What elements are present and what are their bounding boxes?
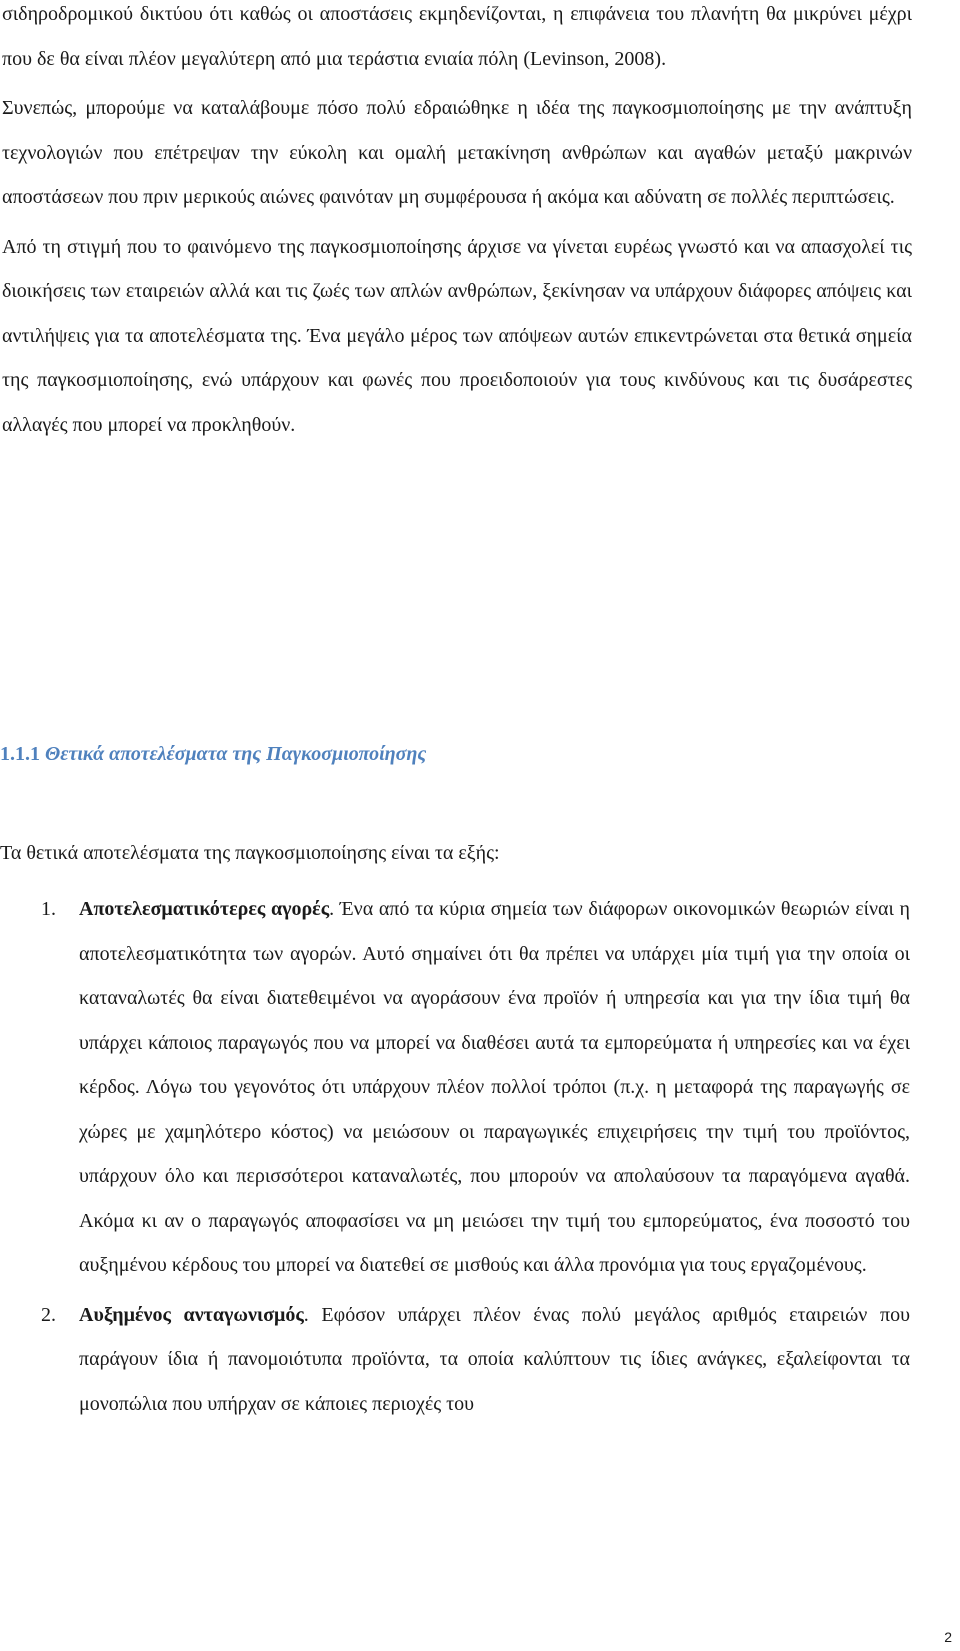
list-item-number: 1. [41, 898, 56, 920]
paragraph-2: Συνεπώς, μπορούμε να καταλάβουμε πόσο πολύ εδραιώθηκε η ιδέα της παγκοσμιοποίησης με την ανάπτυξη τεχνολογιών που επέτρεψαν την εύκολη και ομαλή μετακίνηση ανθρώπων και αγαθών μεταξύ μακρινών αποστάσεων που πριν μερικούς αιώνες φαινόταν μη συμφέρουσα ή ακόμα και αδύνατη σε πολλές περιπτώσεις. [2, 97, 912, 208]
list-item-body [79, 887, 910, 1288]
list-item-number: 2. [41, 1303, 56, 1326]
list-intro: Τα θετικά αποτελέσματα της παγκοσμιοποίησης είναι τα εξής: [0, 842, 500, 864]
page-number: 2 [944, 1629, 952, 1645]
list-item-term: Αυξημένος ανταγωνισμός [79, 1303, 304, 1326]
numbered-list [0, 887, 910, 1431]
list-item-text: . Ένα από τα κύρια σημεία των διάφορων οικονομικών θεωριών είναι η αποτελεσματικότητα των αγορών. Αυτό σημαίνει ότι θα πρέπει να υπάρχει μία τιμή για την οποία οι καταναλωτές θα είναι διατεθειμένοι να αγοράσουν ένα προϊόν ή υπηρεσία και για την ίδια τιμή θα υπάρχει κάποιος παραγωγός που να μπορεί να διαθέσει αυτά τα εμπορεύματα ή υπηρεσίες και να έχει κέρδος. Λόγω του γεγονότος ότι υπάρχουν πλέον πολλοί τρόποι (π.χ. η μεταφορά της παραγωγής σε χώρες με χαμηλότερο κόστος) να μειώσουν οι παραγωγικές επιχειρήσεις την τιμή του προϊόντος, υπάρχουν όλο και περισσότεροι καταναλωτές, που μπορούν να απολαύσουν τα παραγόμενα αγαθά. Ακόμα κι αν ο παραγωγός αποφασίσει να μη μειώσει την τιμή του εμπορεύματος, ένα ποσοστό του αυξημένου κέρδους του μπορεί να διατεθεί σε μισθούς και άλλα προνόμια για τους εργαζομένους. [79, 898, 911, 1276]
paragraph-3: Από τη στιγμή που το φαινόμενο της παγκοσμιοποίησης άρχισε να γίνεται ευρέως γνωστό και να απασχολεί τις διοικήσεις των εταιρειών αλλά και τις ζωές των απλών ανθρώπων, ξεκίνησαν να υπάρχουν διάφορες απόψεις και αντιλήψεις για τα αποτελέσματα της. Ένα μεγάλο μέρος των απόψεων αυτών επικεντρώνεται στα θετικά σημεία της παγκοσμιοποίησης, ενώ υπάρχουν και φωνές που προειδοποιούν για τους κινδύνους και τις δυσάρεστες αλλαγές που μπορεί να προκληθούν. [2, 235, 912, 436]
list-item [0, 1293, 910, 1427]
paragraph-1: σιδηροδρομικού δικτύου ότι καθώς οι αποστάσεις εκμηδενίζονται, η επιφάνεια του πλανήτη θα μικρύνει μέχρι που δε θα είναι πλέον μεγαλύτερη από μια τεράστια ενιαία πόλη (Levinson, 2008). [2, 3, 912, 70]
section-number: 1.1.1 [0, 743, 40, 765]
list-item-text: . Εφόσον υπάρχει πλέον ένας πολύ μεγάλος αριθμός εταιρειών που παράγουν ίδια ή πανομοιότυπα προϊόντα, τα οποία καλύπτουν τις ίδιες ανάγκες, εξαλείφονται τα μονοπώλια που υπήρχαν σε κάποιες περιοχές του [79, 1303, 910, 1415]
list-item-term: Αποτελεσματικότερες αγορές [79, 898, 330, 920]
document-page [2, 0, 912, 447]
list-item [0, 887, 910, 1288]
section-title: Θετικά αποτελέσματα της Παγκοσμιοποίησης [45, 743, 427, 765]
section-heading [0, 739, 426, 769]
list-item-body [79, 1293, 910, 1427]
